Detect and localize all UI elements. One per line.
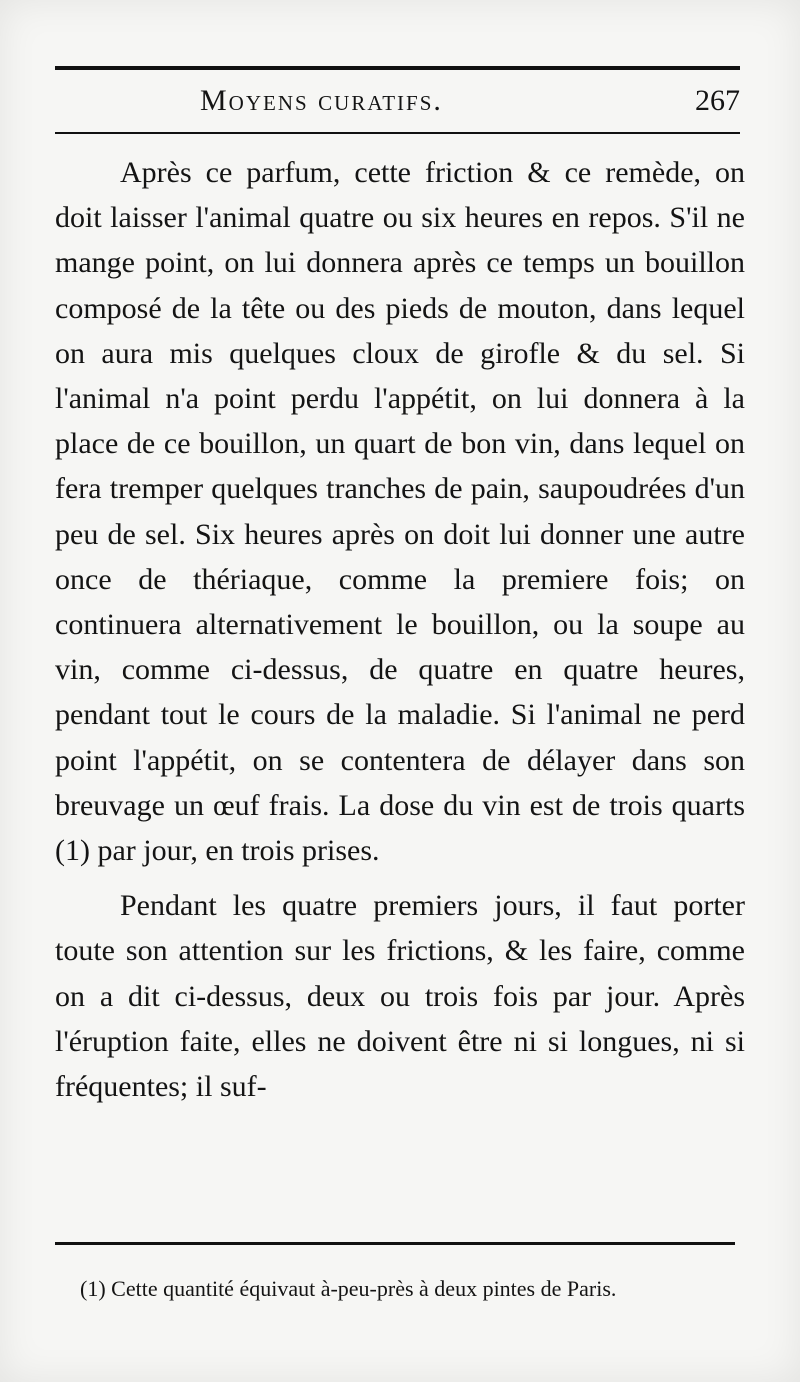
body-text [55, 150, 745, 1109]
footnote: (1) Cette quantité équivaut à-peu-près à deux pintes de Paris. [80, 1276, 617, 1301]
page-number: 267 [695, 84, 740, 117]
top-rule [55, 66, 740, 70]
running-title: Moyens curatifs. [200, 84, 443, 117]
paragraph: Pendant les quatre premiers jours, il faut porter toute son attention sur les frictions, & les faire, comme on a dit ci-dessus, deux ou trois fois par jour. Après l'éruption faite, elles ne doivent être ni si longues, ni si fréquentes; il suf- [55, 889, 745, 1104]
header-rule [55, 132, 740, 134]
footnote-rule [55, 1242, 735, 1245]
running-head [55, 84, 740, 124]
paragraph: Après ce parfum, cette friction & ce remède, on doit laisser l'animal quatre ou six heures en repos. S'il ne mange point, on lui donnera après ce temps un bouillon composé de la tête ou des pieds de mouton, dans lequel on aura mis quelques cloux de girofle & du sel. Si l'animal n'a point perdu l'appétit, on lui donnera à la place de ce bouillon, un quart de bon vin, dans lequel on fera tremper quelques tranches de pain, saupoudrées d'un peu de sel. Six heures après on doit lui donner une autre once de thériaque, comme la premiere fois; on continuera alternativement le bouillon, ou la soupe au vin, comme ci-dessus, de quatre en quatre heures, pendant tout le cours de la maladie. Si l'animal ne perd point l'appétit, on se contentera de délayer dans son breuvage un œuf frais. La dose du vin est de trois quarts (1) par jour, en trois prises. [55, 156, 745, 868]
